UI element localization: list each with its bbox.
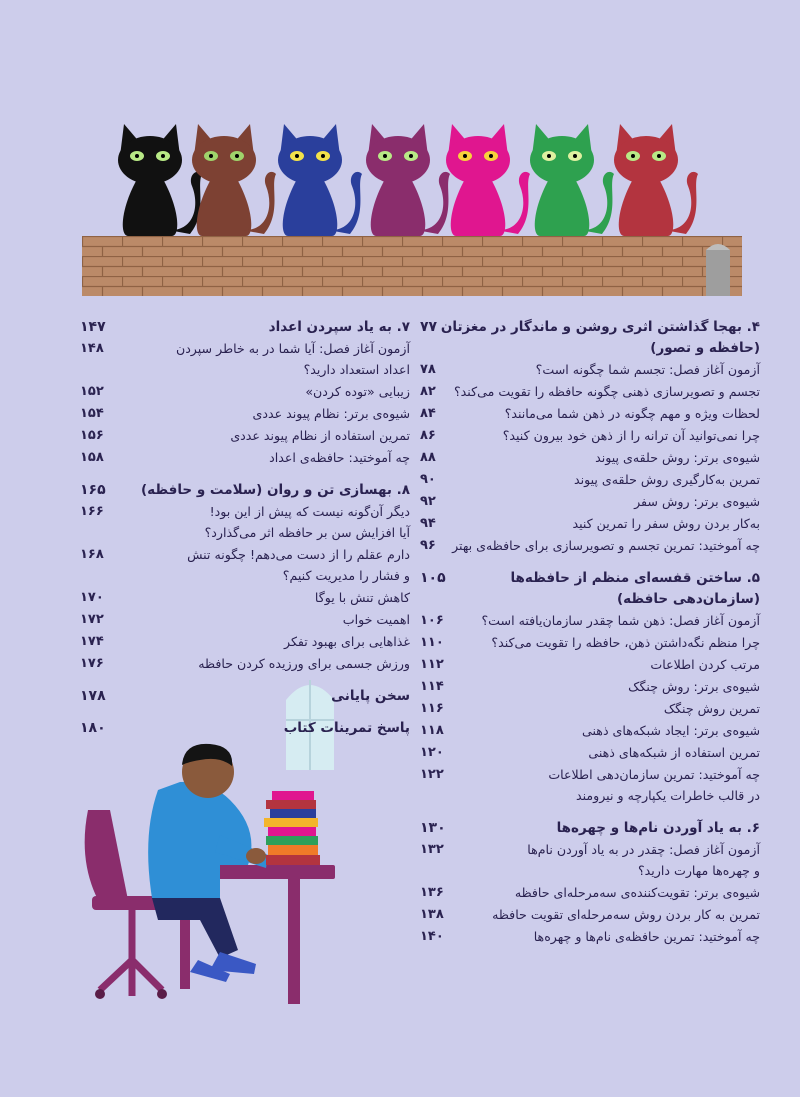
page-number: ۷۷ [420,319,438,335]
page-number: ۷۸ [420,362,436,377]
chapter-title: پاسخ تمرینات کتاب [283,720,410,736]
toc-entry[interactable] [420,904,760,926]
page-number: ۱۴۷ [80,319,106,335]
epilogue [80,685,410,707]
entry-title: چه آموختید: تمرین حافظه‌ی نام‌ها و چهره‌ها [533,929,760,944]
page-number: ۹۴ [420,516,436,531]
toc-entry[interactable] [420,381,760,403]
chapter-subtitle: (حافظه و تصور) [650,340,760,356]
entry-title: شیوه‌ی برتر: روش چنگک [628,679,760,694]
toc-entry[interactable] [80,425,410,447]
chapter-title: سخن پایانی [331,688,410,704]
entry-title: چه آموختید: تمرین تجسم و تصویرسازی برای حافظه‌ی بهتر [452,538,760,553]
toc-entry-continued [80,565,410,587]
page-number: ۹۲ [420,494,436,509]
toc-entry[interactable] [420,764,760,786]
page-number: ۱۰۵ [420,570,446,586]
toc-entry[interactable] [80,447,410,469]
page-number: ۱۷۰ [80,590,104,605]
page-number: ۱۶۶ [80,504,104,519]
entry-title: کاهش تنش با یوگا [314,590,410,605]
entry-title: آزمون آغاز فصل: تجسم شما چگونه است؟ [535,362,760,377]
toc-entry[interactable] [80,316,410,338]
entry-title: دیگر آن‌گونه نیست که پیش از این بود! [209,504,410,519]
page-number: ۱۳۲ [420,842,444,857]
entry-title: ورزش جسمی برای ورزیده کردن حافظه [198,656,410,671]
toc-entry[interactable] [80,631,410,653]
page-number: ۱۸۰ [80,720,106,736]
toc-entry[interactable] [420,632,760,654]
entry-title: چرا نمی‌توانید آن ترانه را از ذهن خود بیرون کنید؟ [502,428,760,443]
page-number: ۱۴۸ [80,341,104,356]
page-number: ۱۱۰ [420,635,444,650]
toc-entry[interactable] [420,513,760,535]
toc-right-column [420,316,760,958]
toc-entry[interactable] [80,479,410,501]
page-number: ۸۴ [420,406,436,421]
book-stack [264,791,320,865]
page-number: ۱۵۸ [80,450,104,465]
page-number: ۸۸ [420,450,436,465]
entry-title-continued: اعداد استعداد دارید؟ [303,362,410,377]
chapter-5 [420,567,760,807]
cat-purple [366,124,450,236]
cat-green [530,124,614,236]
cat-black [118,124,202,236]
entry-title: آزمون آغاز فصل: ذهن شما چقدر سازمان‌یافته است؟ [481,613,760,628]
chapter-title: ۸. بهسازی تن و روان (سلامت و حافظه) [140,482,410,498]
entry-title: غذاهایی برای بهبود تفکر [284,634,410,649]
page-number: ۹۰ [420,472,436,487]
page-number: ۱۶۵ [80,482,106,498]
entry-title: آزمون آغاز فصل: چقدر در به یاد آوردن نام‌ها [527,842,760,857]
chapter-title: ۵. ساختن قفسه‌ای منظم از حافظه‌ها [510,570,760,586]
entry-title: چه آموختید: تمرین سازمان‌دهی اطلاعات [548,767,760,782]
chapter-8 [80,479,410,675]
toc-entry[interactable] [420,676,760,698]
entry-title: شیوه‌ی برتر: ایجاد شبکه‌های ذهنی [582,723,760,738]
toc-entry-continued [420,785,760,807]
entry-title: لحظات ویژه و مهم چگونه در ذهن شما می‌مانند؟ [504,406,760,421]
page-number: ۱۷۴ [80,634,104,649]
entry-title-continued: و فشار را مدیریت کنیم؟ [282,568,410,583]
page-number: ۱۵۴ [80,406,104,421]
entry-title: شیوه‌ی برتر: تقویت‌کننده‌ی سه‌مرحله‌ای حافظه [514,885,760,900]
entry-title-continued: آیا افزایش سن بر حافظه اثر می‌گذارد؟ [204,525,410,540]
toc-entry[interactable] [420,567,760,589]
toc-entry[interactable] [420,491,760,513]
toc-entry[interactable] [420,403,760,425]
toc-entry[interactable] [80,501,410,523]
toc-entry[interactable] [420,742,760,764]
entry-title: تمرین به‌کارگیری روش حلقه‌ی پیوند [573,472,760,487]
toc-entry[interactable] [420,610,760,632]
page-number: ۱۷۶ [80,656,104,671]
cat-pink [446,124,530,236]
toc-entry[interactable] [80,609,410,631]
toc-entry[interactable] [420,839,760,861]
toc-entry[interactable] [80,587,410,609]
page-number: ۱۱۲ [420,657,444,672]
person [148,744,268,982]
chapter-subtitle: (سازمان‌دهی حافظه) [616,591,760,607]
chapter-title: ۷. به یاد سپردن اعداد [268,319,410,335]
entry-title: آزمون آغاز فصل: آیا شما در به خاطر سپردن [175,341,410,356]
entry-title: اهمیت خواب [342,612,410,627]
toc-entry[interactable] [80,717,410,739]
wall-gate [706,250,730,296]
page-number: ۱۰۶ [420,613,444,628]
toc-entry[interactable] [80,685,410,707]
cat-brown [192,124,276,236]
toc-entry[interactable] [420,654,760,676]
chapter-7 [80,316,410,469]
page-number: ۱۳۸ [420,907,444,922]
page-number: ۱۳۶ [420,885,444,900]
entry-title: تمرین به کار بردن روش سه‌مرحله‌ای تقویت حافظه [492,907,760,922]
toc-entry[interactable] [420,882,760,904]
cat-blue [278,124,362,236]
toc-entry[interactable] [80,544,410,566]
toc-entry[interactable] [80,381,410,403]
page-number: ۸۲ [420,384,436,399]
page-number: ۱۷۸ [80,688,106,704]
toc-entry[interactable] [80,403,410,425]
toc-left-column [80,316,410,749]
chapter-4 [420,316,760,557]
entry-title: شیوه‌ی برتر: روش سفر [634,494,760,509]
cat-red [614,124,698,236]
entry-title: مرتب کردن اطلاعات [650,657,760,672]
toc-entry[interactable] [420,698,760,720]
toc-entry[interactable] [420,359,760,381]
toc-entry-continued [420,588,760,610]
page-number: ۱۷۲ [80,612,104,627]
toc-entry[interactable] [420,926,760,948]
page-number: ۱۱۴ [420,679,444,694]
toc-entry[interactable] [420,316,760,338]
entry-title: چه آموختید: حافظه‌ی اعداد [269,450,410,465]
page-number: ۱۲۰ [420,745,444,760]
entry-title: زیبایی «توده کردن» [305,384,410,399]
entry-title: شیوه‌ی برتر: نظام پیوند عددی [252,406,410,421]
toc-entry[interactable] [420,720,760,742]
page-number: ۱۵۶ [80,428,104,443]
entry-title-continued: در قالب خاطرات یکپارچه و نیرومند [575,788,760,803]
toc-entry-continued [420,860,760,882]
cats-on-wall-illustration [0,0,800,310]
page-number: ۱۶۸ [80,547,104,562]
chapter-6 [420,817,760,948]
toc-entry[interactable] [80,338,410,360]
chapter-title: ۴. بهجا گذاشتن اثری روشن و ماندگار در مغزتان [440,319,760,335]
page-number: ۹۶ [420,538,436,553]
page-number: ۸۶ [420,428,436,443]
toc-entry[interactable] [420,425,760,447]
toc-entry-continued [80,359,410,381]
page-number: ۱۱۶ [420,701,444,716]
page-number: ۱۵۲ [80,384,104,399]
toc-entry[interactable] [80,653,410,675]
answers-section [80,717,410,739]
entry-title-continued: و چهره‌ها مهارت دارید؟ [637,863,760,878]
entry-title: شیوه‌ی برتر: روش حلقه‌ی پیوند [595,450,760,465]
entry-title: تجسم و تصویرسازی ذهنی چگونه حافظه را تقویت می‌کند؟ [453,384,760,399]
brick-wall [82,236,742,296]
toc-entry[interactable] [420,535,760,557]
entry-title: چرا منظم نگه‌داشتن ذهن، حافظه را تقویت می‌کند؟ [491,635,760,650]
page-number: ۱۳۰ [420,820,446,836]
entry-title: دارم عقلم را از دست می‌دهم! چگونه تنش [187,547,410,562]
entry-title: تمرین استفاده از شبکه‌های ذهنی [588,745,760,760]
toc-entry[interactable] [420,817,760,839]
toc-entry-continued [80,522,410,544]
toc-entry[interactable] [420,469,760,491]
toc-entry[interactable] [420,447,760,469]
entry-title: تمرین روش چنگک [663,701,760,716]
page-number: ۱۴۰ [420,929,444,944]
entry-title: تمرین استفاده از نظام پیوند عددی [230,428,410,443]
entry-title: به‌کار بردن روش سفر را تمرین کنید [572,516,760,531]
page-number: ۱۲۲ [420,767,444,782]
chapter-title: ۶. به یاد آوردن نام‌ها و چهره‌ها [556,820,760,836]
toc-entry-continued [420,337,760,359]
page-number: ۱۱۸ [420,723,444,738]
